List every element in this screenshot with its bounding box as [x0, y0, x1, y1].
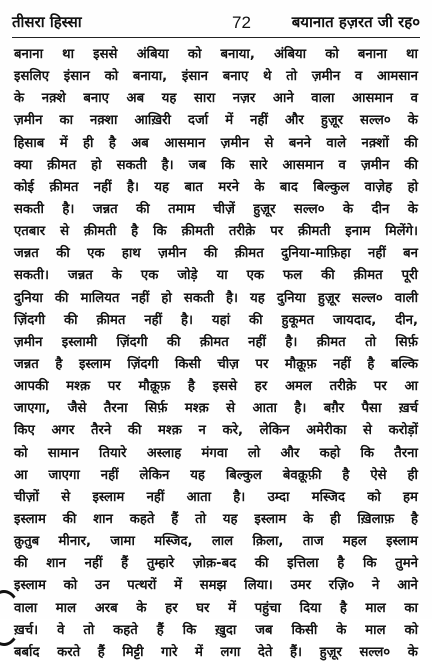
text-line: इस्लाम की शान कहते हैं तो यह इस्लाम के ही ख़िलाफ़ है	[14, 511, 418, 527]
text-line: क्या क़ीमत हो सकती है। जब कि सारे आसमान व ज़मीन की	[14, 157, 418, 173]
text-line: चीज़ों से इस्लाम नहीं आता है। उम्दा मस्जिद को हम	[14, 489, 418, 505]
text-line: इस्लाम को उन पत्थरों में समझ लिया। उमर रज़ि० ने आने	[14, 578, 418, 594]
text-line: आपकी मश्क़ पर मौक़ूफ़ है इससे हर अमल तरीक़े पर आ	[14, 379, 418, 395]
body-text	[14, 44, 418, 660]
text-line: जन्नत की एक हाथ ज़मीन की क़ीमत दुनिया-माफ़िहा नहीं बन	[14, 246, 418, 262]
text-line: ज़मीन इस्लामी ज़िंदगी की क़ीमत नहीं है। क़ीमत तो सिर्फ़	[14, 334, 418, 350]
text-line: किए अगर तैरने की मश्क़ न करे, लेकिन अमेरीका से करोड़ों	[14, 423, 418, 439]
text-line: सकती है। जन्नत की तमाम चीज़ें हुज़ूर सल्ल० के दीन के	[14, 201, 418, 217]
text-line: बर्बाद करते हैं मिट्टी गारे में लगा देते हैं। हुज़ूर सल्ल० के	[14, 644, 418, 660]
page-number: 72	[232, 13, 251, 32]
book-title: बयानात हज़रत जी रह०	[291, 13, 420, 31]
text-line: हिसाब में ही है अब आसमान ज़मीन से बनने वाले नक़्शों की	[14, 135, 418, 151]
section-title: तीसरा हिस्सा	[12, 13, 82, 31]
text-line: को सामान तियारे अस्लाह मंगवा लो और कहो कि तैरना	[14, 445, 418, 461]
page-header	[12, 8, 420, 34]
text-line: सकती। जन्नत के एक जोड़े या एक फल की क़ीमत पूरी	[14, 268, 418, 284]
text-line: ख़र्च। वे तो कहते हैं कि ख़ुदा जब किसी के माल को	[14, 622, 418, 638]
header-rule	[12, 37, 420, 38]
text-line: जाएगा, जैसे तैरना सिर्फ़ मश्क़ से आता है। बग़ैर पैसा ख़र्च	[14, 401, 418, 417]
text-line: के नक़्शे बनाए अब यह सारा नज़र आने वाला आसमान व	[14, 91, 418, 107]
text-line: बनाना था इससे अंबिया को बनाया, अंबिया को बनाना था	[14, 47, 418, 62]
text-line: आ जाएगा नहीं लेकिन यह बिल्कुल बेवक़ूफ़ी है ऐसे ही	[14, 467, 418, 483]
text-line: की शान नहीं हैं तुम्हारे ज़ोक़-बद की इत्तिला है कि तुमने	[14, 556, 418, 572]
text-line: कोई क़ीमत नहीं है। यह बात मरने के बाद बिल्कुल वाज़ेह हो	[14, 179, 418, 195]
text-line: इसलिए इंसान को बनाया, इंसान बनाए थे तो ज़मीन व आमसान	[14, 69, 418, 85]
text-line: जन्नत है इस्लाम ज़िंदगी किसी चीज़ पर मौक़ूफ़ नहीं है बल्कि	[14, 356, 418, 372]
text-line: ज़िंदगी की क़ीमत नहीं है। यहां की हुकूमत जायदाद, दीन,	[14, 312, 418, 328]
text-line: एतबार से क़ीमती है कि क़ीमती तरीक़े पर क़ीमती इनाम मिलेंगे।	[14, 224, 418, 240]
text-line: दुनिया की मालियत नहीं हो सकती है। यह दुनिया हुज़ूर सल्ल० वाली	[14, 290, 418, 306]
text-line: ज़मीन का नक़्शा आख़िरी दर्जा में नहीं और हुज़ूर सल्ल० के	[14, 113, 418, 129]
text-line: वाला माल अरब के हर घर में पहुंचा दिया है माल का	[14, 600, 418, 616]
text-line: क़ुतुब मीनार, जामा मस्जिद, लाल क़िला, ताज महल इस्लाम	[14, 534, 418, 550]
